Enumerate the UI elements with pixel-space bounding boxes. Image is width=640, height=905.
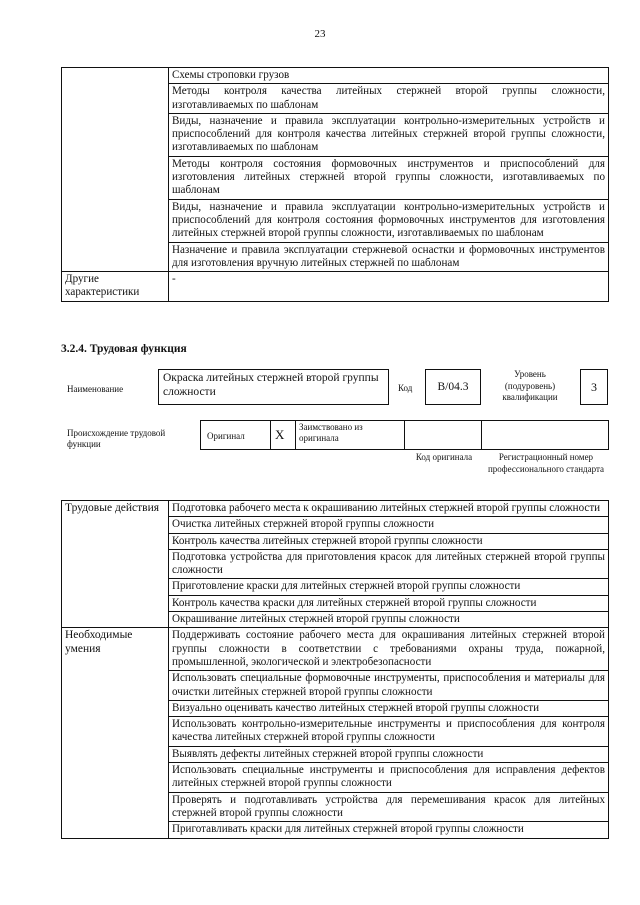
skill-item: Использовать специальные формовочные инструменты, приспособления и материалы для очистки литейных стержней второй группы сложности: [169, 671, 609, 701]
reg-number-caption: Регистрационный номер профессионального стандарта: [487, 452, 605, 474]
skill-item: Приготавливать краски для литейных стержней второй группы сложности: [169, 822, 609, 838]
action-item: Окрашивание литейных стержней второй группы сложности: [169, 612, 609, 628]
knowledge-item: Схемы строповки грузов: [169, 68, 609, 84]
page-number: 23: [314, 28, 326, 40]
action-item: Контроль качества краски для литейных стержней второй группы сложности: [169, 595, 609, 611]
knowledge-item: Назначение и правила эксплуатации стержневой оснастки и формовочных инструментов для изготовления вручную литейных стержней по шаблонам: [169, 242, 609, 272]
divider: [481, 421, 482, 449]
original-mark: X: [275, 427, 285, 442]
code-label: Код: [398, 383, 413, 393]
table-row: [62, 68, 609, 84]
section-title: 3.2.4. Трудовая функция: [61, 343, 187, 355]
knowledge-item: Виды, назначение и правила эксплуатации контрольно-измерительных устройств и приспособлений для контроля состояния формовочных инструментов для изготовления литейных стержней второй группы сложности, изготавливаемых по шаблонам: [169, 199, 609, 242]
code-box: [425, 369, 481, 405]
skill-item: Визуально оценивать качество литейных стержней второй группы сложности: [169, 700, 609, 716]
knowledge-table: [61, 67, 609, 302]
name-box: [158, 369, 389, 405]
origin-label: Происхождение трудовой функции: [67, 428, 166, 449]
name-label: Наименование: [67, 384, 124, 394]
level-value: 3: [591, 380, 597, 394]
table-row: [62, 628, 609, 671]
code-value: В/04.3: [437, 381, 469, 393]
skill-item: Использовать контрольно-измерительные инструменты и приспособления для контроля качества литейных стержней второй группы сложности: [169, 717, 609, 747]
skill-item: Проверять и подготавливать устройства для перемешивания красок для литейных стержней второй группы сложности: [169, 792, 609, 822]
skill-item: Поддерживать состояние рабочего места для окрашивания литейных стержней второй группы сложности в соответствии с требованиями охраны труда, пожарной, промышленной, экологической и электробезопасности: [169, 628, 609, 671]
level-box: [580, 369, 608, 405]
action-item: Подготовка устройства для приготовления красок для литейных стержней второй группы сложности: [169, 549, 609, 579]
borrowed-label: Заимствовано из оригинала: [299, 422, 363, 443]
table-row: [62, 501, 609, 517]
skills-label: Необходимые умения: [62, 628, 169, 838]
work-actions-table: [61, 500, 609, 839]
action-item: Контроль качества литейных стержней второй группы сложности: [169, 533, 609, 549]
knowledge-item: Виды, назначение и правила эксплуатации контрольно-измерительных устройств и приспособлений для контроля качества литейных стержней второй группы сложности, изготавливаемых по шаблонам: [169, 113, 609, 156]
original-label: Оригинал: [207, 431, 245, 441]
divider: [295, 421, 296, 449]
knowledge-item: Методы контроля качества литейных стержней второй группы сложности, изготавливаемых по шаблонам: [169, 84, 609, 114]
skill-item: Использовать специальные инструменты и приспособления для исправления дефектов литейных стержней второй группы сложности: [169, 763, 609, 793]
action-item: Приготовление краски для литейных стержней второй группы сложности: [169, 579, 609, 595]
table-row: [62, 272, 609, 302]
empty-label-cell: [62, 68, 169, 272]
skill-item: Выявлять дефекты литейных стержней второй группы сложности: [169, 746, 609, 762]
divider: [270, 421, 271, 449]
other-characteristics-label: Другие характеристики: [62, 272, 169, 302]
name-value: Окраска литейных стержней второй группы сложности: [163, 372, 379, 398]
divider: [404, 421, 405, 449]
action-item: Подготовка рабочего места к окрашиванию литейных стержней второй группы сложности: [169, 501, 609, 517]
other-characteristics-value: -: [169, 272, 609, 302]
action-item: Очистка литейных стержней второй группы сложности: [169, 517, 609, 533]
knowledge-item: Методы контроля состояния формовочных инструментов и приспособлений для изготовления литейных стержней второй группы сложности, изготавливаемых по шаблонам: [169, 156, 609, 199]
code-original-caption: Код оригинала: [415, 452, 473, 462]
level-label: Уровень (подуровень) квалификации: [502, 369, 558, 402]
actions-label: Трудовые действия: [62, 501, 169, 628]
